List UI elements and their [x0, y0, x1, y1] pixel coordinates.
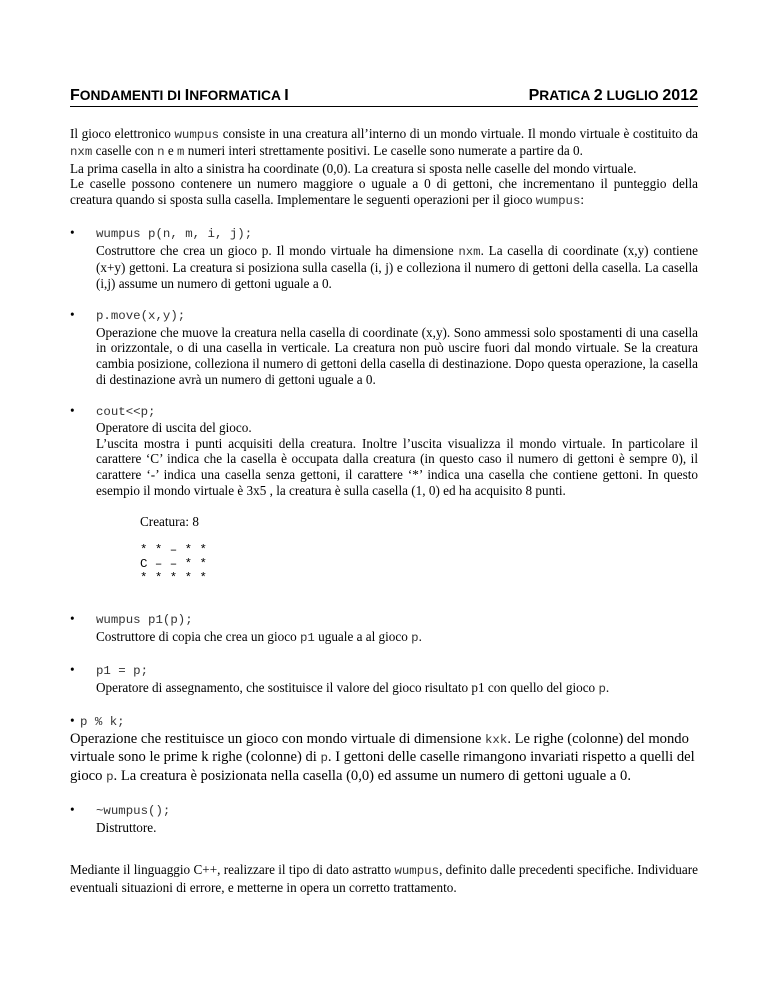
operation-signature: ~wumpus(); — [96, 803, 171, 818]
operation-move — [70, 307, 698, 387]
operation-description: L’uscita mostra i punti acquisiti della creatura. Inoltre l’uscita visualizza il mondo virtuale. In particolare il carattere ‘C’ indica che la casella è occupata dalla creatura (in questo caso il numero di gettoni è sempre 0), il carattere ‘-’ indica una casella senza gettoni, il carattere ‘*’ indica una casella che contiene gettoni. In questo esempio il mondo virtuale è 3x5 , la creatura è sulla casella (1, 0) ed ha acquisito 8 punti. — [96, 435, 698, 498]
intro-paragraph: Le caselle possono contenere un numero maggiore o uguale a 0 di gettoni, che incrementano il punteggio della creatura quando si sposta sulla casella. Implementare le seguenti operazioni per il gioco wumpus: — [70, 176, 698, 208]
operation-description: Operazione che restituisce un gioco con mondo virtuale di dimensione kxk. Le righe (colonne) del mondo virtuale sono le prime k righe (colonne) di p. I gettoni delle caselle rimangono invariati rispetto a quelli del gioco p. La creatura è posizionata nella casella (0,0) ed assume un numero di gettoni uguale a 0. — [70, 730, 695, 784]
operation-constructor — [70, 225, 698, 291]
intro-paragraph: Il gioco elettronico wumpus consiste in una creatura all’interno di un mondo virtuale. Il mondo virtuale è costituito da nxm caselle con n e m numeri interi strettamente positivi. Le caselle sono numerate a partire da 0. — [70, 125, 698, 160]
example-grid — [140, 543, 698, 585]
page-header — [70, 88, 698, 107]
operation-copy-constructor — [70, 611, 698, 646]
operation-signature: wumpus p(n, m, i, j); — [96, 227, 253, 242]
bullet-icon: • — [70, 713, 75, 728]
operation-signature: p1 = p; — [96, 664, 149, 679]
operation-signature: wumpus p1(p); — [96, 613, 193, 628]
operation-assignment — [70, 662, 698, 697]
operation-signature: p % k; — [80, 715, 125, 729]
operation-description: Costruttore che crea un gioco p. Il mondo virtuale ha dimensione nxm. La casella di coordinate (x,y) contiene (x+y) gettoni. La creatura si posiziona sulla casella (i, j) e colleziona il numero di gettoni della casella. La casella (i,j) assume un numero di gettoni uguale a 0. — [96, 242, 698, 291]
operation-modulo — [70, 713, 698, 786]
exam-page — [70, 88, 698, 895]
operation-signature: p.move(x,y); — [96, 309, 186, 324]
operation-description: Operatore di uscita del gioco. — [96, 420, 252, 436]
operation-description: Distruttore. — [96, 819, 157, 835]
closing-instructions: Mediante il linguaggio C++, realizzare il tipo di dato astratto wumpus, definito dalle precedenti specifiche. Individuare eventuali situazioni di errore, e metterne in opera un corretto trattamento. — [70, 862, 698, 895]
grid-row: * * – * * — [140, 543, 207, 558]
operation-description: Operazione che muove la creatura nella casella di coordinate (x,y). Sono ammessi solo spostamenti di una casella in orizzontale, o di una casella in verticale. La creatura non può uscire fuori dal mondo virtuale. Se la creatura cambia posizione, colleziona il numero di gettoni della casella di destinazione. Dopo questa operazione, la casella di destinazione avrà un numero di gettoni uguale a 0. — [96, 324, 698, 387]
bullet-icon: • — [70, 402, 75, 418]
bullet-icon: • — [70, 307, 75, 323]
operation-description: Costruttore di copia che crea un gioco p1 uguale a al gioco p. — [96, 629, 422, 646]
grid-row: C – – * * — [140, 557, 207, 572]
bullet-icon: • — [70, 225, 75, 241]
bullet-icon: • — [70, 611, 75, 627]
example-score: Creatura: 8 — [140, 513, 199, 529]
bullet-icon: • — [70, 662, 75, 678]
intro-paragraph: La prima casella in alto a sinistra ha coordinate (0,0). La creatura si sposta nelle caselle del mondo virtuale. — [70, 160, 637, 176]
operations-list — [70, 225, 698, 835]
operation-signature: cout<<p; — [96, 404, 156, 419]
operation-destructor — [70, 802, 698, 835]
operation-output — [70, 403, 698, 586]
bullet-icon: • — [70, 801, 75, 817]
exam-date: PRATICA 2 LUGLIO 2012 — [528, 87, 698, 104]
intro-text — [70, 126, 698, 210]
grid-row: * * * * * — [140, 571, 207, 586]
course-title: FONDAMENTI DI INFORMATICA I — [70, 87, 289, 104]
output-example — [140, 514, 698, 586]
operation-description: Operatore di assegnamento, che sostituisce il valore del gioco risultato p1 con quello del gioco p. — [96, 679, 610, 696]
